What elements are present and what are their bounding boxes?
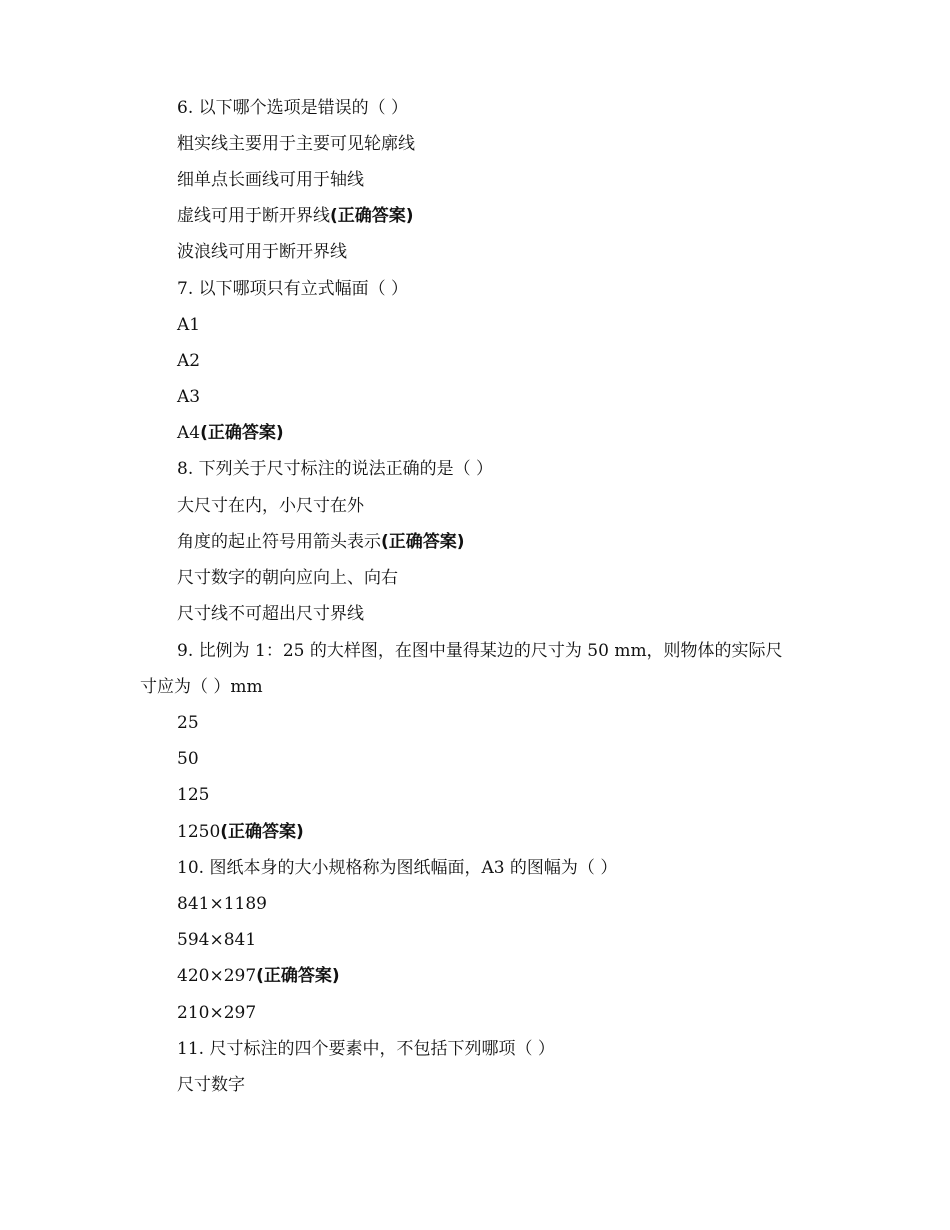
option-line-correct xyxy=(177,965,340,987)
line-text: 虚线可用于断开界线 xyxy=(177,206,330,226)
line-text: 11. 尺寸标注的四个要素中，不包括下列哪项（ ） xyxy=(177,1039,555,1059)
line-text: 1250 xyxy=(177,822,221,842)
option-line xyxy=(177,712,199,734)
option-line xyxy=(177,350,200,372)
question-9-continuation xyxy=(140,676,263,698)
option-line-correct xyxy=(177,821,304,843)
line-text: 9. 比例为 1：25 的大样图，在图中量得某边的尺寸为 50 mm，则物体的实际尺 xyxy=(177,641,783,661)
option-line-correct xyxy=(177,422,284,444)
option-line xyxy=(177,241,347,263)
line-text: 50 xyxy=(177,749,199,769)
option-line xyxy=(177,748,199,770)
question-11 xyxy=(177,1038,555,1060)
line-text: 寸应为（ ）mm xyxy=(140,677,263,697)
line-text: 594×841 xyxy=(177,930,257,950)
option-line xyxy=(177,133,415,155)
option-line xyxy=(177,784,209,806)
option-line xyxy=(177,603,364,625)
line-text: A3 xyxy=(177,387,201,407)
option-line xyxy=(177,169,364,191)
option-line xyxy=(177,314,200,336)
line-text: 细单点长画线可用于轴线 xyxy=(177,170,364,190)
line-text: 25 xyxy=(177,713,199,733)
line-text: 波浪线可用于断开界线 xyxy=(177,242,347,262)
correct-answer-mark: (正确答案) xyxy=(330,206,414,226)
question-8 xyxy=(177,458,493,480)
option-line xyxy=(177,567,398,589)
line-text: 尺寸数字的朝向应向上、向右 xyxy=(177,568,398,588)
line-text: 大尺寸在内，小尺寸在外 xyxy=(177,496,364,516)
line-text: 841×1189 xyxy=(177,894,267,914)
option-line xyxy=(177,893,267,915)
option-line xyxy=(177,1002,256,1024)
correct-answer-mark: (正确答案) xyxy=(220,822,304,842)
line-text: 尺寸线不可超出尺寸界线 xyxy=(177,604,364,624)
line-text: 420×297 xyxy=(177,966,257,986)
question-6 xyxy=(177,97,408,119)
option-line xyxy=(177,386,200,408)
line-text: 10. 图纸本身的大小规格称为图纸幅面，A3 的图幅为（ ） xyxy=(177,858,618,878)
line-text: 粗实线主要用于主要可见轮廓线 xyxy=(177,134,415,154)
correct-answer-mark: (正确答案) xyxy=(200,423,284,443)
line-text: A1 xyxy=(177,315,201,335)
correct-answer-mark: (正确答案) xyxy=(381,532,465,552)
line-text: 角度的起止符号用箭头表示 xyxy=(177,532,381,552)
line-text: 7. 以下哪项只有立式幅面（ ） xyxy=(177,279,409,299)
line-text: 125 xyxy=(177,785,210,805)
line-text: 210×297 xyxy=(177,1003,257,1023)
correct-answer-mark: (正确答案) xyxy=(256,966,340,986)
line-text: A2 xyxy=(177,351,201,371)
line-text: 尺寸数字 xyxy=(177,1075,245,1095)
option-line xyxy=(177,495,364,517)
line-text: 6. 以下哪个选项是错误的（ ） xyxy=(177,98,409,118)
option-line-correct xyxy=(177,205,414,227)
option-line xyxy=(177,1074,245,1096)
option-line xyxy=(177,929,256,951)
question-10 xyxy=(177,857,617,879)
option-line-correct xyxy=(177,531,465,553)
line-text: A4 xyxy=(177,423,201,443)
question-9 xyxy=(177,640,783,662)
question-7 xyxy=(177,278,408,300)
line-text: 8. 下列关于尺寸标注的说法正确的是（ ） xyxy=(177,459,494,479)
